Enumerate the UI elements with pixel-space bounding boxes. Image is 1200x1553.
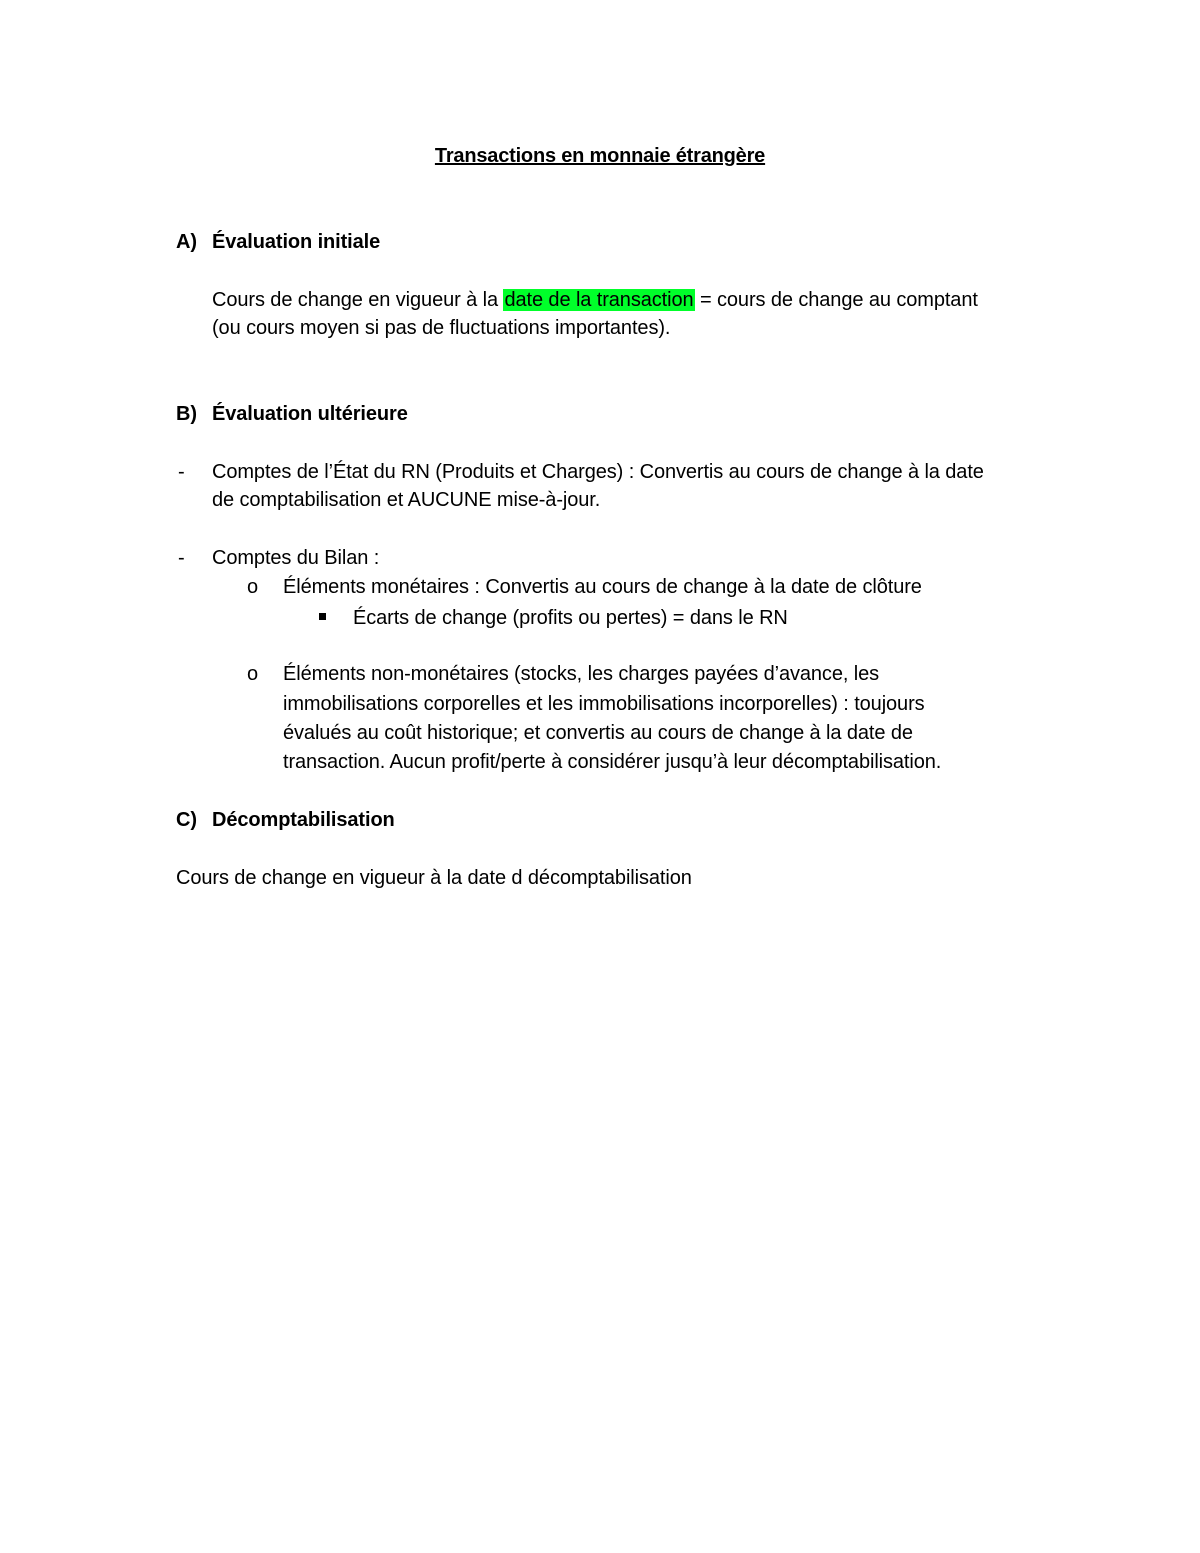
highlighted-phrase: date de la transaction bbox=[504, 289, 694, 311]
section-a-line-2: (ou cours moyen si pas de fluctuations importantes). bbox=[212, 317, 671, 339]
section-a-line-1 bbox=[212, 286, 978, 314]
sub-bullet-2-line-1: Éléments non-monétaires (stocks, les charges payées d’avance, les bbox=[283, 663, 880, 685]
square-bullet-icon bbox=[319, 613, 326, 620]
bullet-dash-2: - bbox=[178, 547, 185, 569]
section-a-marker: A) bbox=[176, 231, 197, 253]
sub-bullet-circle-1: o bbox=[247, 576, 259, 598]
bullet-1-line-2: de comptabilisation et AUCUNE mise-à-jour. bbox=[212, 489, 601, 511]
section-b-marker: B) bbox=[176, 403, 197, 425]
sub-bullet-2-line-3: évalués au coût historique; et convertis au cours de change à la date de bbox=[283, 722, 913, 744]
section-a-line-1-end: = cours de change au comptant bbox=[694, 289, 978, 311]
sub-sub-bullet-1-text: Écarts de change (profits ou pertes) = dans le RN bbox=[353, 607, 788, 629]
sub-bullet-2-line-2: immobilisations corporelles et les immobilisations incorporelles) : toujours bbox=[283, 693, 925, 715]
section-c-heading: Décomptabilisation bbox=[212, 809, 395, 831]
sub-bullet-circle-2: o bbox=[247, 663, 259, 685]
section-c-line-1: Cours de change en vigueur à la date d décomptabilisation bbox=[176, 867, 692, 889]
bullet-2-text: Comptes du Bilan : bbox=[212, 547, 380, 569]
section-b-heading: Évaluation ultérieure bbox=[212, 403, 408, 425]
document-title: Transactions en monnaie étrangère bbox=[434, 145, 766, 167]
section-a-heading: Évaluation initiale bbox=[212, 231, 381, 253]
sub-bullet-2-line-4: transaction. Aucun profit/perte à considérer jusqu’à leur décomptabilisation. bbox=[283, 751, 942, 773]
section-c-marker: C) bbox=[176, 809, 197, 831]
section-a-line-1-start: Cours de change en vigueur à la bbox=[212, 289, 504, 311]
bullet-1-line-1: Comptes de l’État du RN (Produits et Charges) : Convertis au cours de change à la date bbox=[212, 461, 984, 483]
sub-bullet-1-text: Éléments monétaires : Convertis au cours de change à la date de clôture bbox=[283, 576, 922, 598]
bullet-dash-1: - bbox=[178, 461, 185, 483]
